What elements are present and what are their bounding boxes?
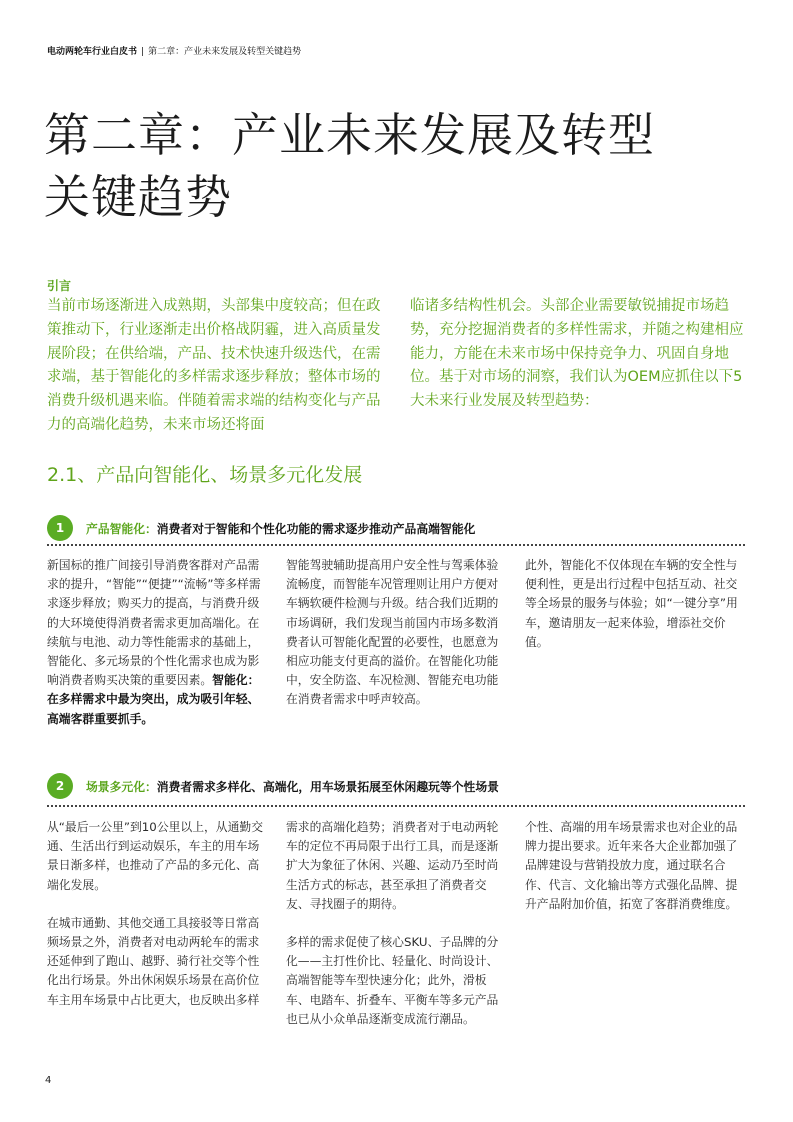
running-header: [47, 44, 301, 57]
topic1-col1-bold: 智能化：在多样需求中最为突出，成为吸引年轻、高端客群重要抓手。: [47, 673, 260, 726]
intro-label: 引言: [47, 279, 72, 293]
chapter-title-line2: 关键趋势: [44, 170, 232, 224]
intro-column-left: 当前市场逐渐进入成熟期，头部集中度较高；但在政策推动下，行业逐渐走出价格战阴霾，进入高质量发展阶段；在供给端，产品、技术快速升级迭代，在需求端，基于智能化的多样需求逐步释放；整体市场的消费升级机遇来临。伴随着需求端的结构变化与产品力的高端化趋势，未来市场还将面: [47, 298, 381, 433]
topic2-heading-text: 消费者需求多样化、高端化，用车场景拓展至休闲趣玩等个性场景: [156, 780, 499, 794]
topic2-heading: [86, 778, 499, 795]
topic1-heading-text: 消费者对于智能和个性化功能的需求逐步推动产品高端智能化: [156, 522, 476, 536]
topic1-keyword: 产品智能化：: [86, 522, 157, 536]
topic2-number-badge: 2: [47, 773, 73, 799]
header-chapter: 第二章：产业未来发展及转型关键趋势: [148, 47, 302, 57]
topic2-column-3: 个性、高端的用车场景需求也对企业的品牌力提出要求。近年来各大企业都加强了品牌建设与营销投放力度，通过联名合作、代言、文化输出等方式强化品牌、提升产品附加价值，拓宽了客群消费维度。: [525, 820, 738, 911]
topic1-divider: [47, 544, 745, 546]
topic1-column-2: 智能驾驶辅助提高用户安全性与驾乘体验流畅度，而智能车况管理则让用户方便对车辆软硬件检测与升级。结合我们近期的市场调研，我们发现当前国内市场多数消费者认可智能化配置的必要性，也愿意为相应功能支付更高的溢价。在智能化功能中，安全防盗、车况检测、智能充电功能在消费者需求中呼声较高。: [286, 558, 499, 707]
topic2-keyword: 场景多元化：: [86, 780, 157, 794]
chapter-title-line1: 第二章：产业未来发展及转型: [44, 108, 655, 162]
intro-column-right: 临诸多结构性机会。头部企业需要敏锐捕捉市场趋势，充分挖掘消费者的多样性需求，并随之构建相应能力，方能在未来市场中保持竞争力、巩固自身地位。基于对市场的洞察，我们认为OEM应抓住以下5大未来行业发展及转型趋势：: [410, 298, 744, 410]
page-number: 4: [45, 1075, 52, 1086]
header-separator: |: [141, 47, 145, 57]
topic2-col1-paragraph-2: 在城市通勤、其他交通工具接驳等日常高频场景之外，消费者对电动两轮车的需求还延伸到了跑山、越野、骑行社交等个性化出行场景。外出休闲娱乐场景在高价位车主用车场景中占比更大，也反映出多样: [47, 915, 260, 1007]
topic2-divider: [47, 805, 745, 807]
section-title: 2.1、产品向智能化、场景多元化发展: [47, 464, 363, 486]
topic2-column-1: [47, 818, 269, 1029]
topic2-col1-paragraph-1: 从“最后一公里”到10公里以上，从通勤交通、生活出行到运动娱乐，车主的用车场景日渐多样，也推动了产品的多元化、高端化发展。: [47, 820, 263, 892]
topic2-col2-paragraph-1: 需求的高端化趋势；消费者对于电动两轮车的定位不再局限于出行工具，而是逐渐扩大为象征了休闲、兴趣、运动乃至时尚生活方式的标志，甚至承担了消费者交友、寻找圈子的期待。: [286, 820, 499, 911]
header-doc-title: 电动两轮车行业白皮书: [47, 47, 138, 57]
chapter-title: [44, 104, 744, 228]
topic1-column-1: [47, 556, 269, 729]
topic2-col2-paragraph-2: 多样的需求促使了核心SKU、子品牌的分化——主打性价比、轻量化、时尚设计、高端智能等车型快速分化；此外，滑板车、电踏车、折叠车、平衡车等多元产品也已从小众单品逐渐变成流行潮品。: [286, 935, 499, 1026]
topic1-heading: [86, 520, 475, 537]
topic1-col1-text: 新国标的推广间接引导消费客群对产品需求的提升，“智能”“便捷”“流畅”等多样需求逐步释放；购买力的提高，与消费升级的大环境使得消费者需求更加高端化。在续航与电池、动力等性能需求的基础上，智能化、多元场景的个性化需求也成为影响消费者购买决策的重要因素。: [47, 558, 261, 688]
topic2-column-2: [286, 818, 508, 1048]
topic1-number-badge: 1: [47, 515, 73, 541]
topic1-column-3: 此外，智能化不仅体现在车辆的安全性与便利性，更是出行过程中包括互动、社交等全场景的服务与体验；如“一键分享”用车，邀请朋友一起来体验，增添社交价值。: [525, 558, 738, 649]
